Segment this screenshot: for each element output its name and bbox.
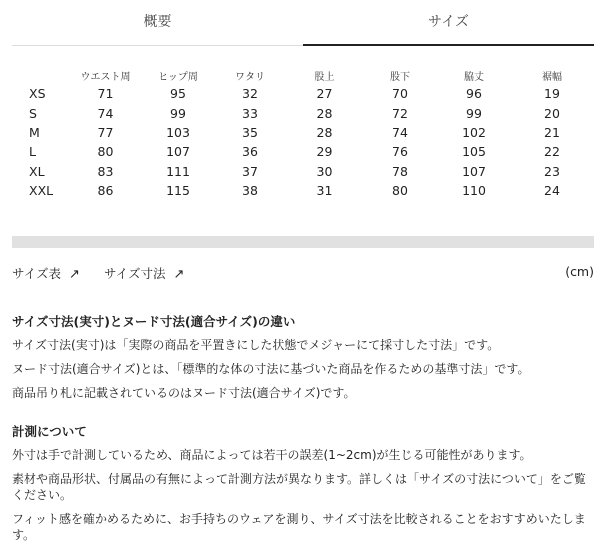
table-cell: 28 (316, 105, 333, 121)
table-cell: 80 (392, 183, 408, 199)
notes-paragraph: 素材や商品形状、付属品の有無によって計測方法が異なります。詳しくは「サイズの寸法について」をご覧ください。 (12, 472, 586, 502)
table-cell: 70 (392, 86, 408, 102)
table-cell: 86 (97, 183, 114, 199)
table-cell: 33 (242, 105, 258, 121)
table-cell: 78 (392, 163, 408, 179)
size-notes (12, 313, 594, 551)
table-row (12, 181, 592, 200)
table-cell: 30 (316, 163, 333, 179)
table-cell: 105 (462, 144, 486, 160)
table-cell: 76 (392, 144, 408, 160)
notes-paragraph: 商品吊り札に記載されているのはヌード寸法(適合サイズ)です。 (12, 386, 356, 400)
table-cell: 72 (392, 105, 408, 121)
notes-paragraph: サイズ寸法(実寸)は「実際の商品を平置きにした状態でメジャーにて採寸した寸法」です。 (12, 338, 500, 352)
column-header: ウエスト周 (80, 71, 131, 83)
notes-heading-difference: サイズ寸法(実寸)とヌード寸法(適合サイズ)の違い (12, 314, 296, 329)
column-header: ヒップ周 (158, 71, 198, 83)
table-cell: 21 (544, 124, 560, 140)
size-measure-link[interactable] (104, 264, 184, 282)
table-cell: 37 (242, 163, 258, 179)
table-row (12, 103, 592, 122)
unit-label: (cm) (565, 264, 594, 279)
table-cell: 28 (316, 124, 333, 140)
table-cell: 102 (462, 124, 486, 140)
table-cell: 19 (544, 86, 560, 102)
tab-overview[interactable]: 概要 (143, 14, 172, 30)
table-cell: 22 (544, 144, 560, 160)
table-cell: 29 (316, 144, 333, 160)
table-cell: 107 (462, 163, 486, 179)
table-cell: 71 (97, 86, 114, 102)
table-cell: 24 (544, 183, 560, 199)
size-label: XS (29, 86, 46, 102)
table-row (12, 162, 592, 181)
table-cell: 20 (544, 105, 560, 121)
size-label: XL (29, 163, 45, 179)
notes-heading-measurement: 計測について (12, 424, 87, 439)
size-label: L (29, 144, 36, 160)
table-cell: 103 (166, 124, 190, 140)
table-row (12, 84, 592, 103)
table-cell: 27 (316, 86, 333, 102)
active-tab-indicator (303, 44, 594, 46)
table-cell: 31 (316, 183, 333, 199)
notes-paragraph: ヌード寸法(適合サイズ)とは、「標準的な体の寸法に基づいた商品を作るための基準寸法」です。 (12, 362, 530, 376)
table-cell: 95 (170, 86, 186, 102)
size-table (12, 66, 592, 200)
notes-paragraph: フィット感を確かめるために、お手持ちのウェアを測り、サイズ寸法を比較されることをおすすめいたします。 (12, 512, 586, 542)
column-header: 裾幅 (542, 71, 562, 83)
size-links-row (12, 264, 594, 284)
external-arrow-icon: ↗ (173, 267, 185, 282)
table-cell: 35 (242, 124, 258, 140)
column-header: 脇丈 (464, 71, 484, 83)
table-cell: 74 (97, 105, 114, 121)
table-cell: 23 (544, 163, 560, 179)
table-cell: 38 (242, 183, 258, 199)
notes-paragraph: 外寸は手で計測しているため、商品によっては若干の誤差(1~2cm)が生じる可能性があります。 (12, 448, 532, 462)
size-chart-link-label: サイズ表 (12, 266, 62, 281)
size-label: M (29, 124, 40, 140)
table-cell: 99 (170, 105, 186, 121)
table-row (12, 123, 592, 142)
column-header: 股上 (314, 71, 335, 83)
size-measure-link-label: サイズ寸法 (104, 266, 166, 281)
tab-size[interactable]: サイズ (428, 14, 469, 30)
table-cell: 96 (466, 86, 482, 102)
table-cell: 111 (166, 163, 190, 179)
table-cell: 74 (392, 124, 408, 140)
tab-bar (0, 0, 600, 46)
corner-cell (12, 66, 70, 84)
size-chart-link[interactable] (12, 264, 80, 282)
table-cell: 80 (97, 144, 114, 160)
table-row (12, 142, 592, 161)
column-header: ワタリ (235, 71, 265, 83)
table-cell: 99 (466, 105, 482, 121)
external-arrow-icon: ↗ (69, 267, 80, 282)
table-cell: 115 (166, 183, 190, 199)
size-label: XXL (29, 183, 54, 199)
table-cell: 32 (242, 86, 258, 102)
column-header: 股下 (390, 71, 410, 83)
horizontal-scrollbar[interactable] (12, 236, 594, 248)
table-cell: 107 (166, 144, 190, 160)
table-cell: 77 (97, 124, 114, 140)
table-cell: 110 (462, 183, 486, 199)
size-label: S (29, 105, 37, 121)
table-header-row (12, 66, 592, 84)
table-cell: 83 (97, 163, 114, 179)
table-cell: 36 (242, 144, 258, 160)
